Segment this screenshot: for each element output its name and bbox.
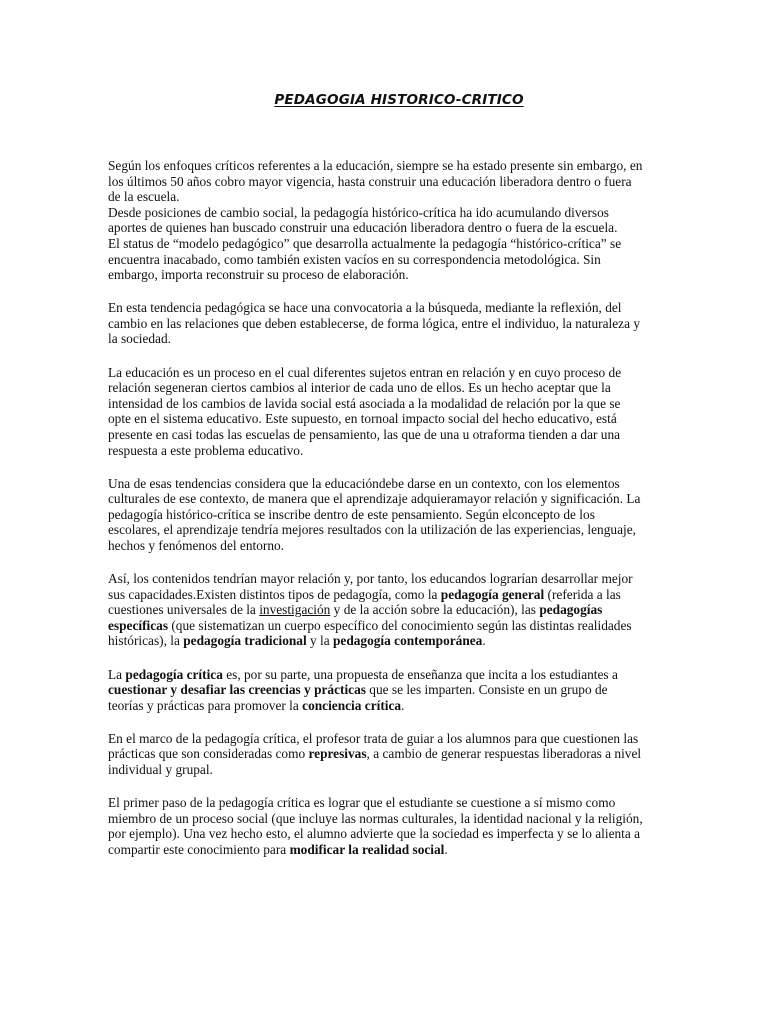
text-run: La educación es un proceso en el cual diferentes sujetos entran en relación y en cuyo proceso de [108,364,622,380]
text-run: y de la acción sobre la educación), las [330,602,540,618]
text-run: Así, los contenidos tendrían mayor relación y, por tanto, los educandos lograrían desarrollar mejor [108,571,633,587]
text-line [108,698,690,714]
text-run: Desde posiciones de cambio social, la pedagogía histórico-crítica ha ido acumulando diversos [108,204,609,220]
text-run: escolares, el aprendizaje tendría mejores resultados con la utilización de las experiencias, lenguaje, [108,522,636,538]
text-run: Una de esas tendencias considera que la educacióndebe darse en un contexto, con los elementos [108,475,620,491]
text-run: La [108,666,126,682]
bold-term: pedagogía crítica [125,666,223,682]
bold-term: pedagogía tradicional [183,633,307,649]
paragraph [108,158,690,205]
document-title: PEDAGOGIA HISTORICO-CRITICO [274,92,524,108]
text-line [108,682,690,698]
paragraph [108,571,690,649]
paragraph [108,205,690,236]
text-run: . [444,841,448,857]
paragraph [108,795,690,857]
text-line [108,427,690,443]
text-line [108,587,690,603]
text-line [108,842,690,858]
paragraph [108,300,690,347]
inline-link[interactable]: investigación [259,602,331,618]
text-line [108,507,690,523]
text-run: de la escuela. [108,189,180,205]
text-run: cambio en las relaciones que deben establecerse, de forma lógica, entre el individuo, la naturaleza y [108,315,641,331]
text-run: la sociedad. [108,331,171,347]
bold-term: pedagogía contemporánea [332,633,483,649]
text-line [108,411,690,427]
bold-term: pedagogías [539,602,603,618]
text-line [108,538,690,554]
text-run: culturales de ese contexto, de manera que el aprendizaje adquieramayor relación y significación. La [108,491,641,507]
text-line [108,602,690,618]
text-run: miembro de un proceso social (que incluye las normas culturales, la identidad nacional y la religión, [108,810,643,826]
text-line [108,522,690,538]
text-line [108,795,690,811]
text-line [108,158,690,174]
text-line [108,174,690,190]
bold-term: represivas [308,746,367,762]
text-run: sus capacidades.Existen distintos tipos de pedagogía, como la [108,586,441,602]
text-run: embargo, importa reconstruir su proceso de elaboración. [108,267,409,283]
text-run: es, por su parte, una propuesta de enseñanza que incita a los estudiantes a [222,666,618,682]
text-line [108,365,690,381]
paragraph [108,731,690,778]
text-run: intensidad de los cambios de lavida social está asociada a la modalidad de relación por la que se [108,395,621,411]
paragraph [108,236,690,283]
text-line [108,267,690,283]
text-run: y la [306,633,333,649]
text-line [108,826,690,842]
text-run: El primer paso de la pedagogía crítica es lograr que el estudiante se cuestione a sí mismo como [108,795,616,811]
text-run: que se les imparten. Consiste en un grupo de [365,682,608,698]
text-line [108,731,690,747]
text-run: teorías y prácticas para promover la [108,697,303,713]
text-line [108,476,690,492]
text-line [108,396,690,412]
text-run: . [482,633,486,649]
text-run: encuentra inacabado, como también existen vacíos en su correspondencia metodológica. Sin [108,251,601,267]
text-line [108,252,690,268]
text-run: presente en casi todas las escuelas de pensamiento, las que de una u otraforma tienden a dar una [108,426,621,442]
paragraph [108,667,690,714]
text-run: respuesta a este problema educativo. [108,442,304,458]
bold-term: conciencia crítica [302,697,402,713]
text-line [108,300,690,316]
text-run: . [401,697,405,713]
document-body [108,158,690,857]
text-run: históricas), la [108,633,184,649]
text-run: los últimos 50 años cobro mayor vigencia, hasta construir una educación liberadora dentro o fuera [108,173,632,189]
text-line [108,633,690,649]
text-line [108,189,690,205]
text-line [108,220,690,236]
bold-term: cuestionar y desafiar las creencias y prácticas [108,682,366,698]
text-run: opte en el sistema educativo. Este supuesto, en tornoal impacto social del hecho educativo, está [108,411,617,427]
bold-term: modificar la realidad social [289,841,445,857]
text-run: prácticas que son consideradas como [108,746,309,762]
text-run: hechos y fenómenos del entorno. [108,537,285,553]
text-run: individual y grupal. [108,762,213,777]
text-run: , a cambio de generar respuestas liberadoras a nivel [366,746,642,762]
text-run: aportes de quienes han buscado construir una educación liberadora dentro o fuera de la escuela. [108,220,618,236]
text-run: Según los enfoques críticos referentes a la educación, siempre se ha estado presente sin embargo, en [108,158,643,173]
text-line [108,571,690,587]
text-run: (referida a las [544,586,621,602]
text-run: El status de “modelo pedagógico” que desarrolla actualmente la pedagogía “histórico-crítica” se [108,235,622,251]
paragraph [108,365,690,459]
text-run: relación segeneran ciertos cambios al interior de cada uno de ellos. Es un hecho aceptar que la [108,380,611,396]
text-line [108,618,690,634]
text-line [108,746,690,762]
text-run: por ejemplo). Una vez hecho esto, el alumno advierte que la sociedad es imperfecta y se lo alienta a [108,826,641,842]
text-line [108,205,690,221]
paragraph [108,476,690,554]
text-line [108,380,690,396]
text-run: En esta tendencia pedagógica se hace una convocatoria a la búsqueda, mediante la reflexión, del [108,300,622,316]
text-run: En el marco de la pedagogía crítica, el profesor trata de guiar a los alumnos para que cuestionen las [108,730,639,746]
text-line [108,331,690,347]
text-line [108,811,690,827]
text-line [108,762,690,778]
text-run: cuestiones universales de la [108,602,260,618]
text-line [108,236,690,252]
text-line [108,667,690,683]
text-run: (que sistematizan un cuerpo específico del conocimiento según las distintas realidades [168,617,632,633]
text-run: compartir este conocimiento para [108,841,290,857]
text-line [108,316,690,332]
text-line [108,443,690,459]
bold-term: específicas [108,617,169,633]
bold-term: pedagogía general [440,586,545,602]
text-line [108,491,690,507]
text-run: pedagogía histórico-crítica se inscribe dentro de este pensamiento. Según elconcepto de los [108,506,595,522]
